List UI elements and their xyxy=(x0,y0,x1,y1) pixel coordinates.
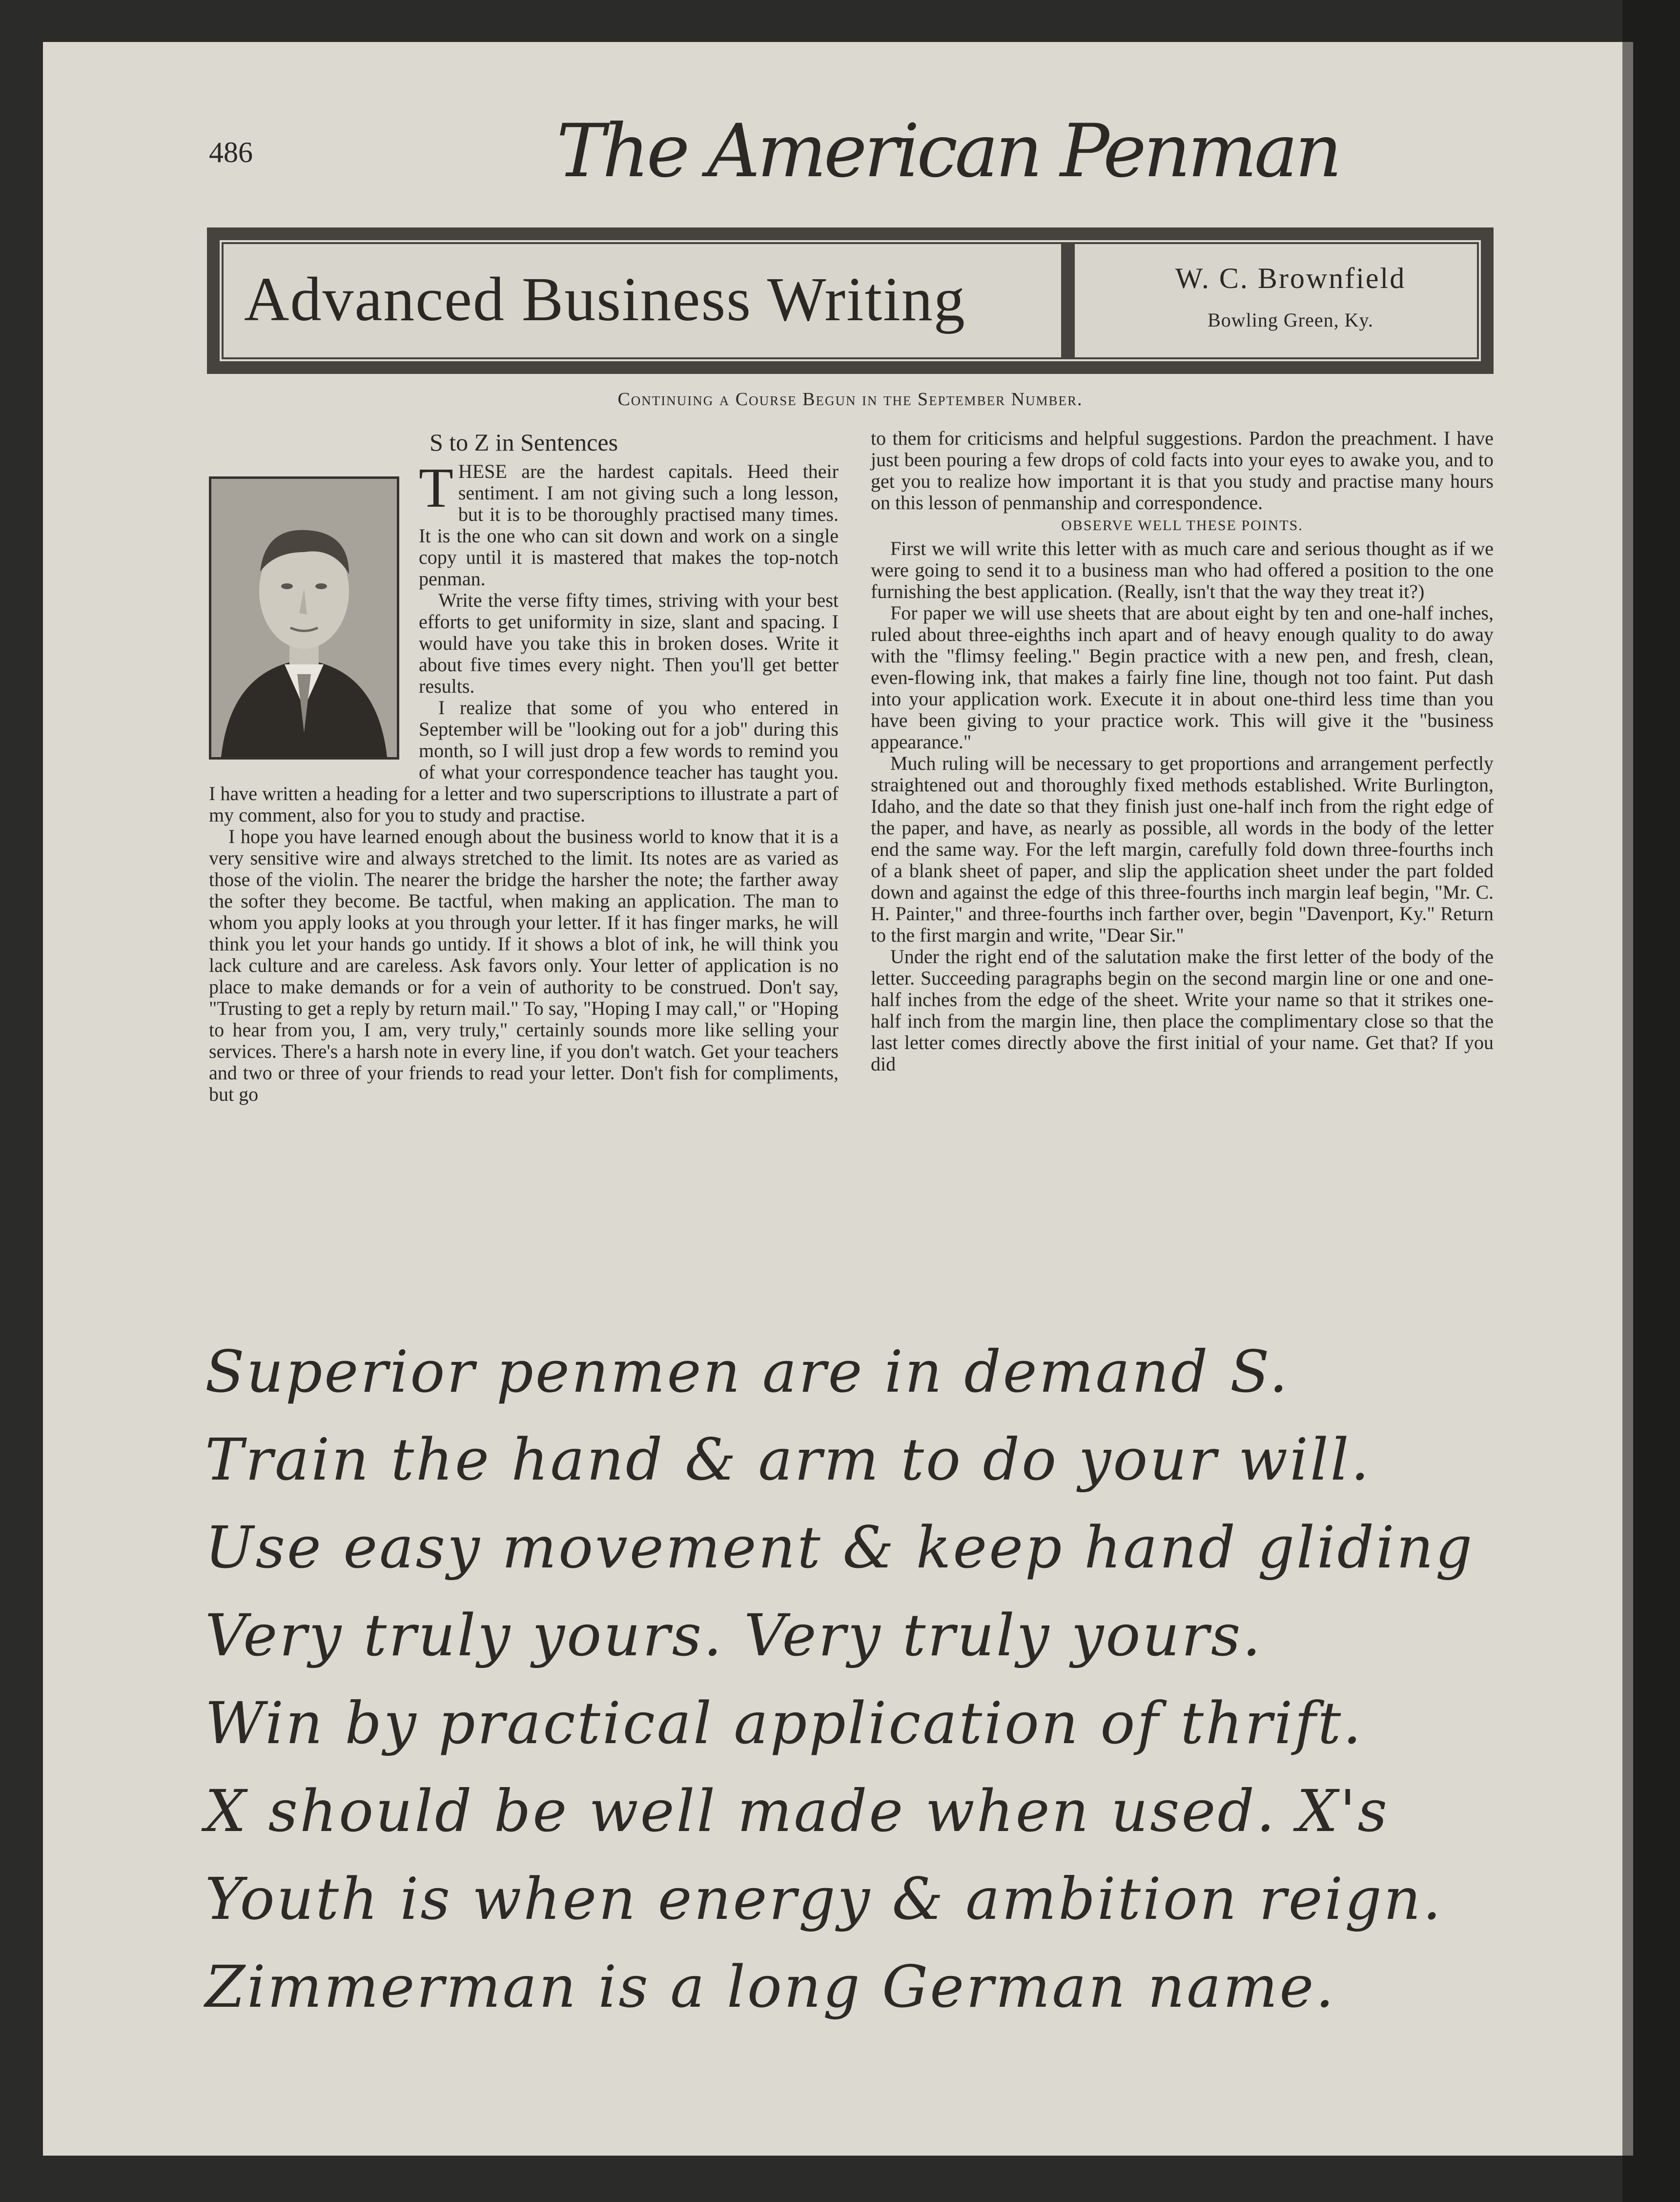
script-line: Zimmerman is a long German name. xyxy=(205,1953,1336,2020)
page-edge xyxy=(1622,42,1633,2156)
script-line: Very truly yours. Very truly yours. xyxy=(205,1602,1263,1669)
subheading: OBSERVE WELL THESE POINTS. xyxy=(1061,517,1303,534)
article-subtitle: Continuing a Course Begun in the September Number. xyxy=(617,389,1083,410)
article-title: Advanced Business Writing xyxy=(244,265,966,334)
script-line: Superior penmen are in demand S. xyxy=(205,1338,1290,1405)
script-line: Use easy movement & keep hand gliding xyxy=(205,1514,1475,1581)
masthead-logo: The American Penman xyxy=(556,109,1339,194)
author-location: Bowling Green, Ky. xyxy=(1208,309,1373,331)
paragraph: I realize that some of you who entered in September will be "looking out for a job" during this month, so I will just drop a few words to remind you of what your correspondence teacher has taught you. I have written a heading for a letter and two superscriptions to illustrate a part of my comment, also for you to study and practise. xyxy=(209,697,839,826)
paragraph: Write the verse fifty times, striving with your best efforts to get uniformity in size, slant and spacing. I would have you take this in broken doses. Write it about five times every night. Then you'll get better results. xyxy=(419,589,839,697)
script-line: Win by practical application of thrift. xyxy=(205,1689,1363,1757)
right-column xyxy=(871,428,1494,1075)
article-banner xyxy=(207,227,1494,374)
banner-divider xyxy=(1061,242,1075,359)
paragraph-text: HESE are the hardest capitals. Heed their sentiment. I am not giving such a long lesson, but it is to be thoroughly practised many times. It is the one who can sit down and work on a single copy until it is mastered that makes the top-notch penman. xyxy=(419,460,839,590)
script-line: X should be well made when used. X's xyxy=(205,1777,1389,1845)
left-column xyxy=(209,428,839,1105)
paragraph: First we will write this letter with as much care and serious thought as if we were going to send it to a business man who had offered a position to the one furnishing the best application. (Really, isn't that the way they treat it?) xyxy=(871,537,1494,602)
paragraph: I hope you have learned enough about the business world to know that it is a very sensitive wire and always stretched to the limit. Its notes are as varied as those of the violin. The nearer the bridge the harsher the note; the farther away the softer they become. Be tactful, when making an application. The man to whom you apply looks at you through your letter. If it has finger marks, he will think you let your hands go untidy. If it shows a blot of ink, he will think you lack culture and are careless. Ask favors only. Your letter of application is no place to make demands or for a vein of authority to be construed. Don't say, "Trusting to get a reply by return mail." To say, "Hoping I may call," or "Hoping to hear from you, I am, very truly," certainly sounds more like selling your services. There's a harsh note in every line, if you don't watch. Get your teachers and two or three of your friends to read your letter. Don't fish for compliments, but go xyxy=(209,825,839,1105)
portrait-photo xyxy=(211,479,397,757)
script-line: Train the hand & arm to do your will. xyxy=(205,1426,1371,1493)
section-heading: S to Z in Sentences xyxy=(429,429,618,456)
drop-cap: T xyxy=(419,457,453,519)
paragraph: Much ruling will be necessary to get proportions and arrangement perfectly straightened out and thoroughly fixed methods established. Write Burlington, Idaho, and the date so that they finish just one-half inch from the right edge of the paper, and have, as nearly as possible, all words in the body of the letter end the same way. For the left margin, carefully fold down three-fourths inch of a blank sheet of paper, and slip the application sheet under the part folded down and against the edge of this three-fourths inch margin leaf begin, "Mr. C. H. Painter," and three-fourths inch farther over, begin "Davenport, Ky." Return to the first margin and write, "Dear Sir." xyxy=(871,752,1494,946)
page-number: 486 xyxy=(209,136,253,168)
script-line: Youth is when energy & ambition reign. xyxy=(205,1865,1443,1933)
paragraph: to them for criticisms and helpful suggestions. Pardon the preachment. I have just been pouring a few drops of cold facts into your eyes to awake you, and to get you to realize how important it is that you study and practise many hours on this lesson of penmanship and correspondence. xyxy=(871,427,1494,514)
paragraph: Under the right end of the salutation make the first letter of the body of the letter. Succeeding paragraphs begin on the second margin line or one and one-half inches from the edge of the sheet. Write your name so that it strikes one-half inch from the margin line, then place the complimentary close so that the last letter comes directly above the first initial of your name. Get that? If you did xyxy=(871,946,1494,1075)
author-portrait xyxy=(209,476,399,760)
author-name: W. C. Brownfield xyxy=(1175,262,1406,294)
paragraph: For paper we will use sheets that are about eight by ten and one-half inches, ruled about three-eighths inch apart and of heavy enough quality to do away with the "flimsy feeling." Begin practice with a new pen, and fresh, clean, even-flowing ink, that makes a fairly fine line, though not too faint. Put dash into your application work. Execute it in about one-third less time than you have been giving to your practice work. This will give it the "business appearance." xyxy=(871,602,1494,753)
